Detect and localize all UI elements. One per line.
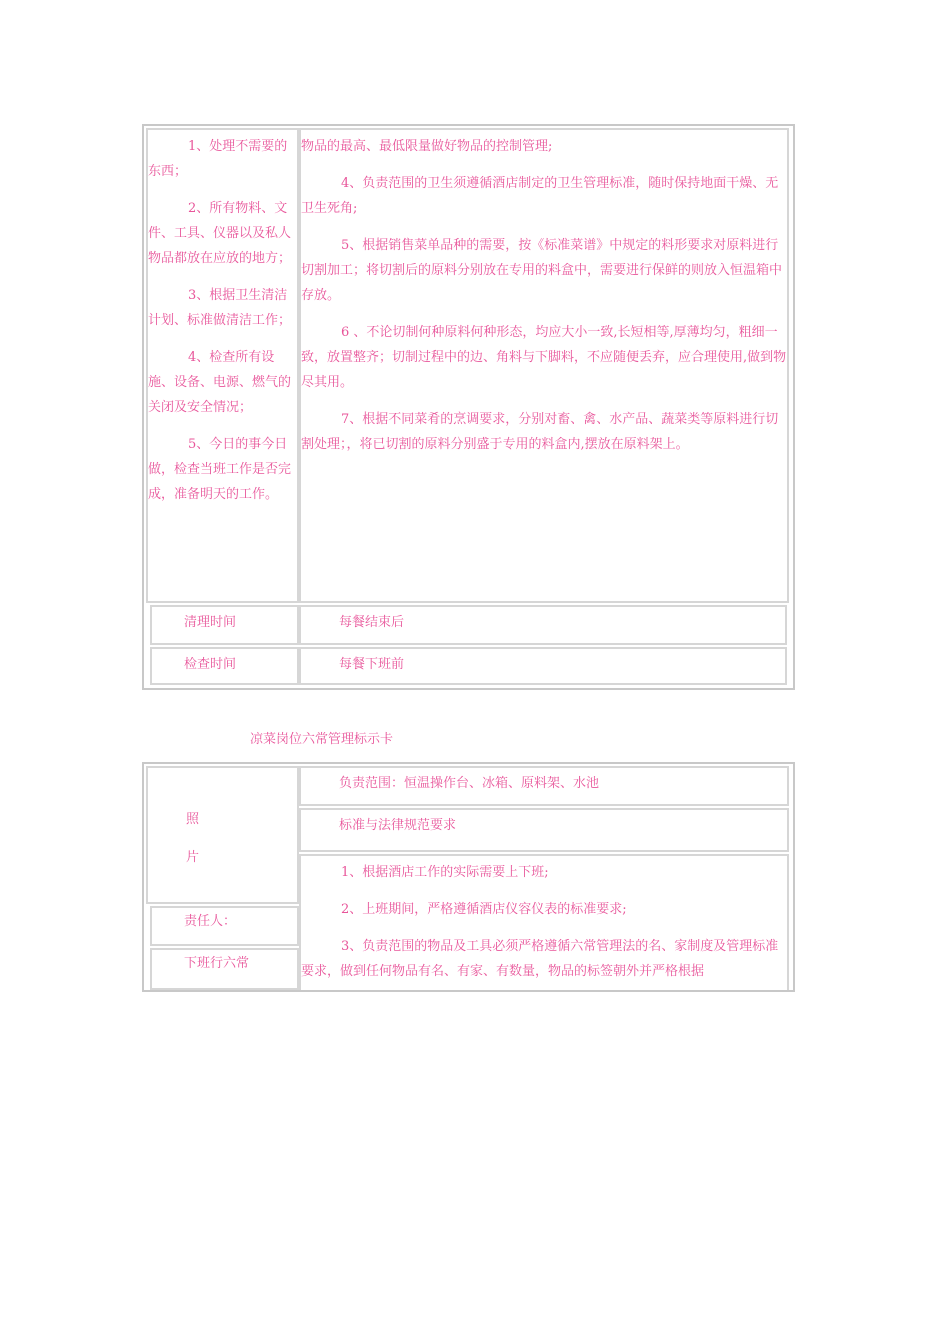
standard-item: 2、上班期间，严格遵循酒店仪容仪表的标准要求; [341, 902, 627, 917]
photo-label: 照 [186, 812, 200, 827]
standards-header-cell [299, 808, 789, 852]
left-item: 3、根据卫生清洁计划、标准做清洁工作； [148, 288, 292, 328]
clean-time-value-cell [299, 605, 787, 645]
right-item: 5、根据销售菜单品种的需要，按《标准菜谱》中规定的料形要求对原料进行切割加工；将切割后的原料分别放在专用的料盒中，需要进行保鲜的则放入恒温箱中存放。 [301, 238, 783, 303]
standard-item: 1、根据酒店工作的实际需要上下班; [341, 865, 549, 880]
clean-time-value: 每餐结束后 [339, 615, 405, 630]
check-time-value: 每餐下班前 [339, 657, 405, 672]
right-item: 4、负责范围的卫生须遵循酒店制定的卫生管理标准，随时保持地面干燥、无卫生死角; [301, 176, 779, 216]
left-items-cell [146, 128, 299, 603]
photo-label: 片 [186, 850, 200, 865]
left-item: 2、所有物料、文件、工具、仪器以及私人物品都放在应放的地方； [148, 201, 292, 266]
check-time-value-cell [299, 647, 787, 685]
scope-text: 负责范围：恒温操作台、冰箱、原料架、水池 [339, 776, 600, 791]
scope-cell [299, 766, 789, 806]
offduty-label: 下班行六常 [184, 956, 250, 971]
standards-items-cell [299, 854, 789, 992]
check-time-label: 检查时间 [184, 657, 237, 672]
clean-time-label: 清理时间 [184, 615, 237, 630]
right-item: 物品的最高、最低限量做好物品的控制管理; [301, 139, 553, 154]
standards-header: 标准与法律规范要求 [339, 818, 457, 833]
card-caption: 凉菜岗位六常管理标示卡 [250, 732, 394, 747]
left-item: 1、处理不需要的东西； [148, 139, 288, 179]
responsible-label: 责任人： [184, 914, 237, 929]
cold-dish-card-table [142, 762, 795, 992]
photo-cell [146, 766, 299, 904]
responsible-cell [150, 906, 299, 946]
work-table [142, 124, 795, 690]
right-item: 6 、不论切制何种原料何种形态，均应大小一致,长短相等,厚薄均匀，粗细一致，放置整齐；切制过程中的边、角料与下脚料，不应随便丢弃，应合理使用,做到物尽其用。 [301, 325, 787, 390]
left-item: 4、检查所有设施、设备、电源、燃气的关闭及安全情况； [148, 350, 292, 415]
right-items-cell [299, 128, 789, 603]
standard-item: 3、负责范围的物品及工具必须严格遵循六常管理法的名、家制度及管理标准要求，做到任何物品有名、有家、有数量，物品的标签朝外并严格根据 [301, 939, 779, 979]
right-item: 7、根据不同菜肴的烹调要求，分别对畜、禽、水产品、蔬菜类等原料进行切割处理；，将已切割的原料分别盛于专用的料盒内,摆放在原料架上。 [301, 412, 779, 452]
offduty-cell [150, 948, 299, 990]
left-item: 5、今日的事今日做，检查当班工作是否完成，准备明天的工作。 [148, 437, 292, 502]
check-time-label-cell [150, 647, 299, 685]
clean-time-label-cell [150, 605, 299, 645]
